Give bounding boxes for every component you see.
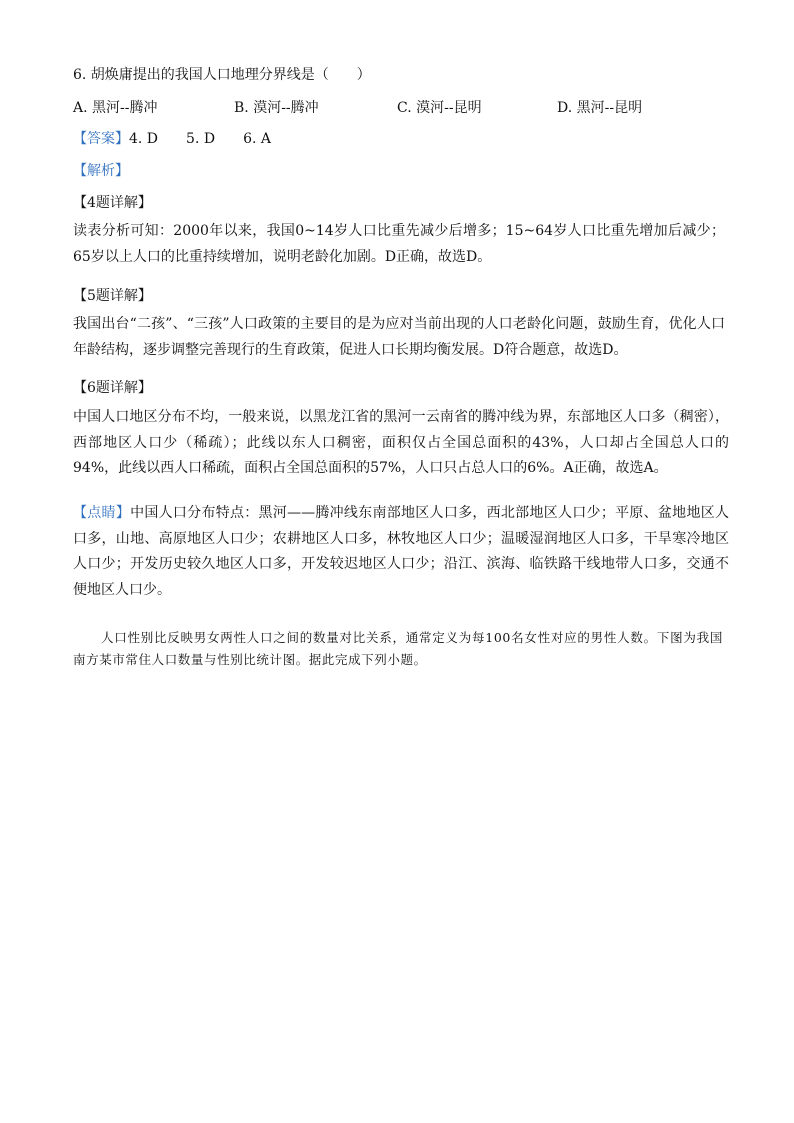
answer-value-5: 5. D	[186, 131, 216, 147]
tips-paragraph	[73, 501, 729, 603]
q4-heading: 【4题详解】	[73, 195, 152, 211]
option-c: C. 漠河--昆明	[397, 100, 482, 116]
tips-text: 中国人口分布特点：黑河——腾冲线东南部地区人口多，西北部地区人口少；平原、盆地地区人口多，山地、高原地区人口少；农耕地区人口多，林牧地区人口少；温暖湿润地区人口多，干旱寒冷地区人口少；开发历史较久地区人口多，开发较迟地区人口少；沿江、滨海、临铁路干线地带人口多，交通不便地区人口少。	[73, 505, 730, 598]
question-6-stem: 6. 胡焕庸提出的我国人口地理分界线是（ ）	[73, 67, 371, 83]
answer-value-6: 6. A	[243, 131, 272, 147]
analysis-tag: 【解析】	[73, 163, 129, 179]
tips-tag: 【点睛】	[73, 505, 131, 521]
answer-value-4: 4. D	[129, 131, 159, 147]
q5-text: 我国出台“二孩”、“三孩”人口政策的主要目的是为应对当前出现的人口老龄化问题，鼓励生育，优化人口年龄结构，逐步调整完善现行的生育政策，促进人口长期均衡发展。D符合题意，故选D。	[73, 316, 725, 358]
answer-line	[73, 130, 299, 148]
q6-text: 中国人口地区分布不均，一般来说，以黑龙江省的黑河一云南省的腾冲线为界，东部地区人口多（稠密），西部地区人口少（稀疏）；此线以东人口稠密，面积仅占全国总面积的43%，人口却占全国总人口的94%，此线以西人口稀疏，面积占全国总面积的57%，人口只占总人口的6%。A正确，故选A。	[73, 409, 729, 476]
option-a: A. 黑河--腾冲	[73, 100, 158, 116]
answer-tag: 【答案】	[73, 131, 129, 147]
option-b: B. 漠河--腾冲	[234, 100, 319, 116]
q4-text: 读表分析可知：2000年以来，我国0~14岁人口比重先减少后增多；15~64岁人口比重先增加后减少；65岁以上人口的比重持续增加，说明老龄化加剧。D正确，故选D。	[73, 223, 725, 265]
q5-heading: 【5题详解】	[73, 288, 152, 304]
next-question-intro: 人口性别比反映男女两性人口之间的数量对比关系，通常定义为每100名女性对应的男性人数。下图为我国南方某市常住人口数量与性别比统计图。据此完成下列小题。	[73, 630, 723, 667]
q6-heading: 【6题详解】	[73, 380, 152, 396]
option-d: D. 黑河--昆明	[557, 100, 643, 116]
